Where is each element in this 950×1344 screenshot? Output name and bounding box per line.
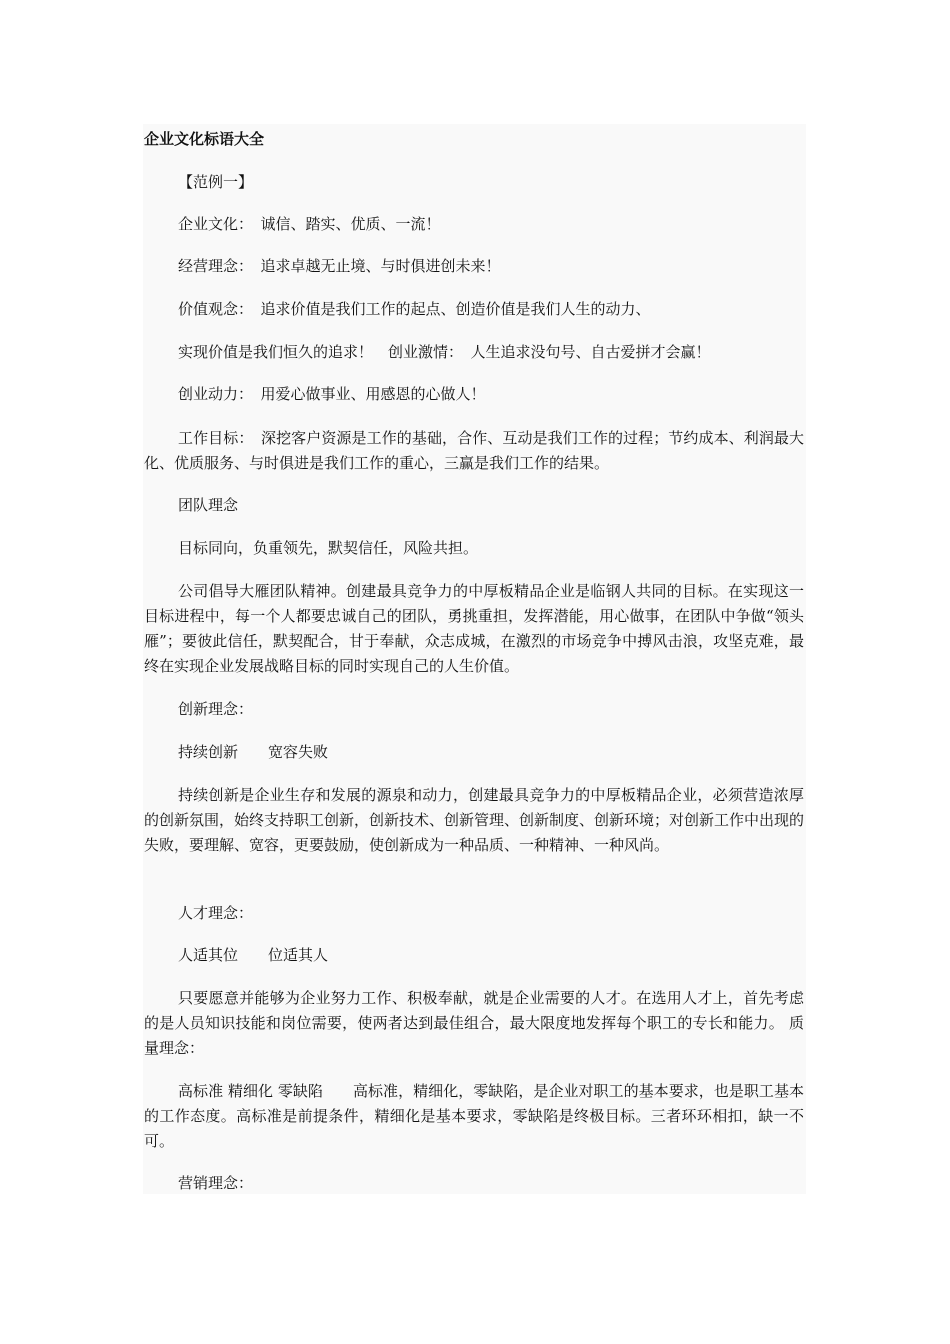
paragraph-innovation-description: 持续创新是企业生存和发展的源泉和动力，创建最具竞争力的中厚板精品企业，必须营造浓厚的创新氛围，始终支持职工创新，创新技术、创新管理、创新制度、创新环境；对创新工作中出现的失败，要理解、宽容，更要鼓励，使创新成为一种品质、一种精神、一种风尚。	[144, 786, 805, 854]
paragraph-corporate-culture: 企业文化： 诚信、踏实、优质、一流！	[178, 215, 441, 233]
section-heading-innovation: 创新理念：	[178, 700, 254, 718]
paragraph-values-continued: 实现价值是我们恒久的追求！ 创业激情： 人生追求没句号、自古爱拼才会赢！	[178, 343, 711, 361]
paragraph-talent-description: 只要愿意并能够为企业努力工作、积极奉献，就是企业需要的人才。在选用人才上，首先考虑的是人员知识技能和岗位需要，使两者达到最佳组合，最大限度地发挥每个职工的专长和能力。 质量理念：	[144, 989, 804, 1057]
paragraph-team-motto: 目标同向，负重领先，默契信任，风险共担。	[178, 539, 479, 557]
paragraph-innovation-motto: 持续创新 宽容失败	[178, 743, 329, 761]
paragraph-talent-motto: 人适其位 位适其人	[178, 946, 329, 964]
paragraph-team-description: 公司倡导大雁团队精神。创建最具竞争力的中厚板精品企业是临钢人共同的目标。在实现这一目标进程中，每一个人都要忠诚自己的团队，勇挑重担，发挥潜能，用心做事，在团队中争做“领头雁”；要彼此信任，默契配合，甘于奉献，众志成城，在激烈的市场竞争中搏风击浪，攻坚克难，最终在实现企业发展战略目标的同时实现自己的人生价值。	[144, 582, 804, 675]
paragraph-values: 价值观念： 追求价值是我们工作的起点、创造价值是我们人生的动力、	[178, 300, 651, 318]
document-page	[143, 124, 806, 1194]
example-heading: 【范例一】	[178, 173, 254, 191]
paragraph-work-goal: 工作目标： 深挖客户资源是工作的基础，合作、互动是我们工作的过程；节约成本、利润最大化、优质服务、与时俱进是我们工作的重心，三赢是我们工作的结果。	[144, 429, 804, 472]
paragraph-business-philosophy: 经营理念： 追求卓越无止境、与时俱进创未来！	[178, 257, 501, 275]
document-title: 企业文化标语大全	[144, 130, 265, 148]
section-heading-team: 团队理念	[178, 496, 239, 514]
paragraph-startup-motivation: 创业动力： 用爱心做事业、用感恩的心做人！	[178, 385, 486, 403]
section-heading-marketing: 营销理念：	[178, 1174, 254, 1192]
paragraph-quality-description: 高标准 精细化 零缺陷 高标准，精细化，零缺陷，是企业对职工的基本要求，也是职工基本的工作态度。高标准是前提条件，精细化是基本要求，零缺陷是终极目标。三者环环相扣，缺一不可。	[144, 1082, 804, 1150]
section-heading-talent: 人才理念：	[178, 904, 254, 922]
